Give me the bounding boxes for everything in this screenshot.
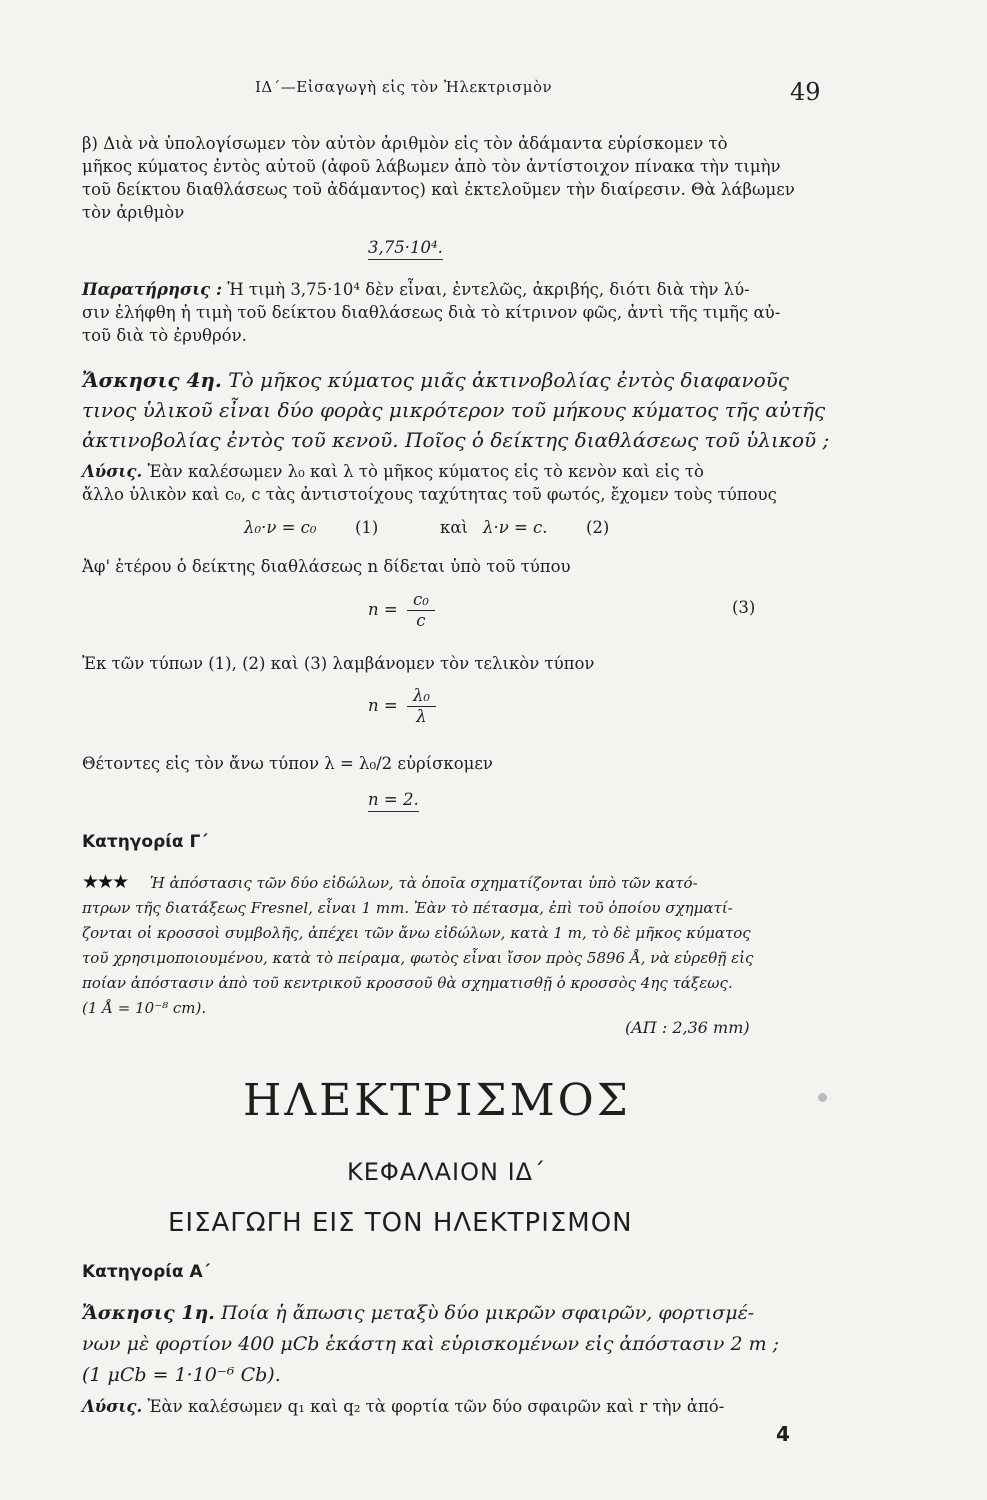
page-number: 49 [790, 78, 821, 106]
text-line: Ἐὰν καλέσωμεν λ₀ καὶ λ τὸ μῆκος κύματος εἰς τὸ κενὸν καὶ εἰς τὸ [147, 462, 704, 481]
text-line: τοῦ διὰ τὸ ἐρυθρόν. [82, 326, 247, 345]
exercise-1 [82, 1298, 842, 1391]
text-line: μῆκος κύματος ἐντὸς αὐτοῦ (ἀφοῦ λάβωμεν ἀπὸ τὸν ἀντίστοιχον πίνακα τὴν τιμὴν [82, 157, 781, 176]
remark-label: Παρατήρησις : [82, 280, 223, 299]
section-b [82, 132, 822, 224]
text-line: ποίαν ἀπόστασιν ἀπὸ τοῦ κεντρικοῦ κροσσοῦ θὰ σχηματισθῇ ὁ κροσσὸς 4ης τάξεως. [82, 974, 733, 992]
section-b-result: 3,75·10⁴. [368, 238, 443, 257]
text-line: τοῦ δείκτου διαθλάσεως τοῦ ἀδάμαντος) καὶ ἐκτελοῦμεν τὴν διαίρεσιν. Θὰ λάβωμεν [82, 180, 795, 199]
main-title: ΗΛΕΚΤΡΙΣΜΟΣ [243, 1075, 631, 1126]
equation-2: λ·ν = c. [483, 518, 548, 537]
text-line: ζονται οἱ κροσσοὶ συμβολῆς, ἀπέχει τῶν ἄνω εἰδώλων, κατὰ 1 m, τὸ δὲ μῆκος κύματος [82, 924, 751, 942]
equation-1-number: (1) [355, 518, 379, 537]
text-line: Τὸ μῆκος κύματος μιᾶς ἀκτινοβολίας ἐντὸς διαφανοῦς [228, 368, 789, 392]
equation-4: n = $\frac{\text{λ₀}}{\lambda}$ [368, 686, 440, 727]
text-line: ἄλλο ὑλικὸν καὶ c₀, c τὰς ἀντιστοίχους ταχύτητας τοῦ φωτός, ἔχομεν τοὺς τύπους [82, 485, 777, 504]
exercise-1-solution [82, 1395, 724, 1418]
text-line: τινος ὑλικοῦ εἶναι δύο φορὰς μικρότερον τοῦ μήκους κύματος τῆς αὐτῆς [82, 398, 826, 422]
text-line: Ἐὰν καλέσωμεν q₁ καὶ q₂ τὰ φορτία τῶν δύο σφαιρῶν καὶ r τὴν ἀπό- [147, 1397, 725, 1416]
equation-1: λ₀·ν = c₀ [244, 518, 317, 537]
exercise-4-label: Ἄσκησις 4η. [82, 368, 222, 392]
text-line: Ἀφ' ἑτέρου ὁ δείκτης διαθλάσεως n δίδεται ὑπὸ τοῦ τύπου [82, 557, 571, 576]
equation-2-number: (2) [586, 518, 610, 537]
text-line: σιν ἐλήφθη ἡ τιμὴ τοῦ δείκτου διαθλάσεως διὰ τὸ κίτρινον φῶς, ἀντὶ τῆς τιμῆς αὐ- [82, 303, 781, 322]
category-g-label: Κατηγορία Γ΄ [82, 832, 208, 852]
text-line: (1 Å = 10⁻⁸ cm). [82, 999, 207, 1017]
exercise-4-solution [82, 460, 842, 506]
text-line: Ποία ἡ ἄπωσις μεταξὺ δύο μικρῶν σφαιρῶν, φορτισμέ- [220, 1302, 755, 1324]
signature-mark: 4 [776, 1422, 790, 1446]
equation-and: καὶ [440, 518, 468, 537]
running-header: ΙΔ΄—Εἰσαγωγὴ εἰς τὸν Ἠλεκτρισμὸν [255, 78, 553, 96]
text-line: Θέτοντες εἰς τὸν ἄνω τύπον λ = λ₀/2 εὑρίσκομεν [82, 754, 493, 773]
solution-label: Λύσις. [82, 462, 143, 481]
answer: (ΑΠ : 2,36 mm) [625, 1018, 750, 1037]
exercise-4 [82, 365, 842, 455]
chapter-label: ΚΕΦΑΛΑΙΟΝ ΙΔ΄ [347, 1158, 547, 1186]
difficulty-stars-icon: ★★★ [82, 871, 128, 893]
text-line: β) Διὰ νὰ ὑπολογίσωμεν τὸν αὐτὸν ἀριθμὸν εἰς τὸν ἀδάμαντα εὑρίσκομεν τὸ [82, 134, 728, 153]
speck [818, 1093, 827, 1102]
text-line: ἀκτινοβολίας ἐντὸς τοῦ κενοῦ. Ποῖος ὁ δείκτης διαθλάσεως τοῦ ὑλικοῦ ; [82, 428, 830, 452]
category-g-problem [82, 870, 842, 1021]
text-line: (1 μCb = 1·10⁻⁶ Cb). [82, 1364, 281, 1386]
equation-3: n = $\frac{\text{c₀}}{c}$ [368, 590, 439, 631]
equation-3-number: (3) [732, 598, 756, 617]
category-a-label: Κατηγορία Α΄ [82, 1262, 211, 1282]
text-line: τὸν ἀριθμὸν [82, 203, 185, 222]
text-line: τοῦ χρησιμοποιουμένου, κατὰ τὸ πείραμα, φωτὸς εἶναι ἴσον πρὸς 5896 Å, νὰ εὑρεθῇ εἰς [82, 949, 754, 967]
final-result: n = 2. [368, 790, 419, 809]
exercise-1-label: Ἄσκησις 1η. [82, 1302, 215, 1324]
text-line: Ἡ τιμὴ 3,75·10⁴ δὲν εἶναι, ἐντελῶς, ἀκριβής, διότι διὰ τὴν λύ- [227, 280, 750, 299]
text-line: νων μὲ φορτίον 400 μCb ἑκάστη καὶ εὑρισκομένων εἰς ἀπόστασιν 2 m ; [82, 1333, 780, 1355]
chapter-title: ΕΙΣΑΓΩΓΗ ΕΙΣ ΤΟΝ ΗΛΕΚΤΡΙΣΜΟΝ [168, 1208, 633, 1238]
text-line: Ἐκ τῶν τύπων (1), (2) καὶ (3) λαμβάνομεν τὸν τελικὸν τύπον [82, 654, 595, 673]
remark [82, 278, 822, 347]
solution-label: Λύσις. [82, 1397, 143, 1416]
text-line: πτρων τῆς διατάξεως Fresnel, εἶναι 1 mm. Ἐὰν τὸ πέτασμα, ἐπὶ τοῦ ὁποίου σχηματί- [82, 899, 733, 917]
text-line: Ἡ ἀπόστασις τῶν δύο εἰδώλων, τὰ ὁποῖα σχηματίζονται ὑπὸ τῶν κατό- [149, 874, 698, 892]
